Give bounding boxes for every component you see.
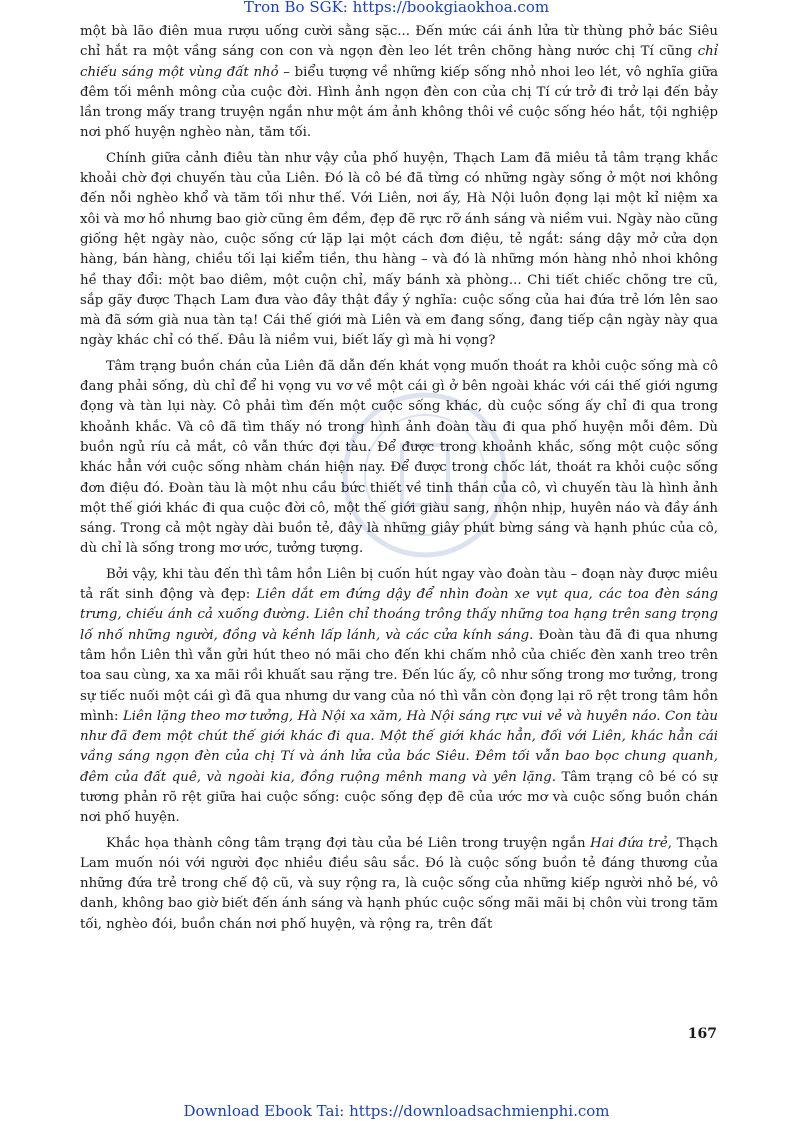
- text-run: chỉ chiếu sáng một vùng đất nhỏ: [80, 44, 718, 80]
- text-run: Chính giữa cảnh điêu tàn như vậy của phố huyện, Thạch Lam đã miêu tả tâm trạng khắc khoải chờ đợi chuyến tàu của Liên. Đó là cô bé đã từng có những ngày sống ở một nơi không đến nỗi nghèo khổ và tăm tối như thế. Với Liên, nơi ấy, Hà Nội luôn đọng lại một kỉ niệm xa xôi và mơ hồ nhưng bao giờ cũng êm đềm, đẹp đẽ rực rỡ ánh sáng và niềm vui. Ngày nào cũng giống hệt ngày nào, cuộc sống cứ lặp lại một cách đơn điệu, tẻ ngắt: sáng dậy mở cửa dọn hàng, bán hàng, chiều tối lại kiểm tiền, thu hàng – và đó là những món hàng nhỏ nhoi không hề thay đổi: một bao diêm, một cuộn chỉ, mấy bánh xà phòng... Chi tiết chiếc chõng tre cũ, sắp gãy được Thạch Lam đưa vào đây thật đầy ý nghĩa: cuộc sống của hai đứa trẻ lớn lên sao mà đã sớm già nua tàn tạ! Cái thế giới mà Liên và em đang sống, đang tiếp cận ngày này qua ngày khác chỉ có thế. Đâu là niềm vui, biết lấy gì mà hi vọng?: [80, 150, 718, 349]
- paragraph-3: [80, 357, 718, 560]
- text-run: Liên dắt em đứng dậy để nhìn đoàn xe vụt qua, các toa đèn sáng trưng, chiếu ánh cả xuống đường. Liên chỉ thoáng trông thấy những toa hạng trên sang trọng lố nhố những người, đồng và kềnh lấp lánh, và các cửa kính sáng.: [80, 587, 718, 643]
- article-text: [80, 22, 718, 935]
- header-source-link[interactable]: Tron Bo SGK: https://bookgiaokhoa.com: [243, 0, 550, 16]
- text-run: , Thạch Lam muốn nói với người đọc nhiều điều sâu sắc. Đó là cuộc sống buồn tẻ đáng thương của những đứa trẻ trong chế độ cũ, và suy rộng ra, là cuộc sống của những kiếp người nhỏ bé, vô danh, không bao giờ biết đến ánh sáng và hạnh phúc cuộc sống mãi mãi bị chôn vùi trong tăm tối, nghèo đói, buồn chán nơi phố huyện, và rộng ra, trên đất: [80, 835, 718, 932]
- paragraph-4: [80, 565, 718, 829]
- paragraph-5: [80, 834, 718, 935]
- text-run: một bà lão điên mua rượu uống cười sằng sặc... Đến mức cái ánh lửa từ thùng phở bác Siêu chỉ hắt ra một vầng sáng con con và ngọn đèn leo lét trên chõng hàng nước chị Tí cũng: [80, 24, 718, 60]
- text-run: – biểu tượng về những kiếp sống nhỏ nhoi leo lét, vô nghĩa giữa đêm tối mênh mông của cuộc đời. Hình ảnh ngọn đèn con của chị Tí cứ trở đi trở lại đến bảy lần trong mấy trang truyện ngắn như một ám ảnh không thôi về cuộc sống héo hắt, tội nghiệp nơi phố huyện nghèo nàn, tăm tối.: [80, 64, 718, 141]
- paragraph-2: [80, 149, 718, 352]
- page-body: [80, 22, 718, 1042]
- text-run: Tâm trạng buồn chán của Liên đã dẫn đến khát vọng muốn thoát ra khỏi cuộc sống mà cô đang phải sống, dù chỉ để hi vọng vu vơ về một cái gì ở bên ngoài khác với cái thế giới ngưng đọng và tàn lụi này. Cô phải tìm đến một cuộc sống khác, dù cuộc sống ấy chỉ đi qua trong khoảnh khắc. Và cô đã tìm thấy nó trong hình ảnh đoàn tàu đi qua phố huyện mỗi đêm. Dù buồn ngủ ríu cả mắt, cô vẫn thức đợi tàu. Để được trong khoảnh khắc, sống một cuộc sống khác hẳn với cuộc sống nhàm chán hiện nay. Để được trong chốc lát, thoát ra khỏi cuộc sống đơn điệu đó. Đoàn tàu là một nhu cầu bức thiết về tinh thần của cô, vì chuyến tàu là hình ảnh một thế giới khác đi qua cuộc đời cô, một thế giới giàu sang, nhộn nhịp, huyên náo và đầy ánh sáng. Trong cả một ngày dài buồn tẻ, đây là những giây phút bừng sáng và hạnh phúc của cô, dù chỉ là sống trong mơ ước, tưởng tượng.: [80, 358, 718, 557]
- text-run: Tâm trạng cô bé có sự tương phản rõ rệt giữa hai cuộc sống: cuộc sống đẹp đẽ của ước mơ và cuộc sống buồn chán nơi phố huyện.: [80, 769, 718, 826]
- paragraph-1: [80, 22, 718, 144]
- footer-download-link[interactable]: Download Ebook Tai: https://downloadsachmienphi.com: [183, 1102, 610, 1120]
- text-run: Bởi vậy, khi tàu đến thì tâm hồn Liên bị cuốn hút ngay vào đoàn tàu – đoạn này được miêu tả rất sinh động và đẹp:: [80, 566, 718, 603]
- text-run: Khắc họa thành công tâm trạng đợi tàu của bé Liên trong truyện ngắn: [106, 835, 591, 851]
- page-number: 167: [687, 1026, 717, 1042]
- text-run: Liên lặng theo mơ tưởng, Hà Nội xa xăm, Hà Nội sáng rực vui vẻ và huyên náo. Con tàu như đã đem một chút thế giới khác đi qua. Một thế giới khác hẳn, đối với Liên, khác hẳn cái vầng sáng ngọn đèn của chị Tí và ánh lửa của bác Siêu. Đêm tối vẫn bao bọc chung quanh, đêm của đất quê, và ngoài kia, đồng ruộng mênh mang và yên lặng.: [80, 708, 718, 785]
- text-run: Hai đứa trẻ: [590, 835, 668, 851]
- text-run: Đoàn tàu đã đi qua nhưng tâm hồn Liên thì vẫn gửi hút theo nó mãi cho đến khi chấm nhỏ của chiếc đèn xanh treo trên toa sau cùng, xa xa mãi rồi khuất sau rặng tre. Đến lúc ấy, cô như sống trong mơ tưởng, trong sự tiếc nuối một cái gì đã qua nhưng dư vang của nó thì vẫn còn đọng lại rõ rệt trong tâm hồn mình:: [80, 627, 718, 724]
